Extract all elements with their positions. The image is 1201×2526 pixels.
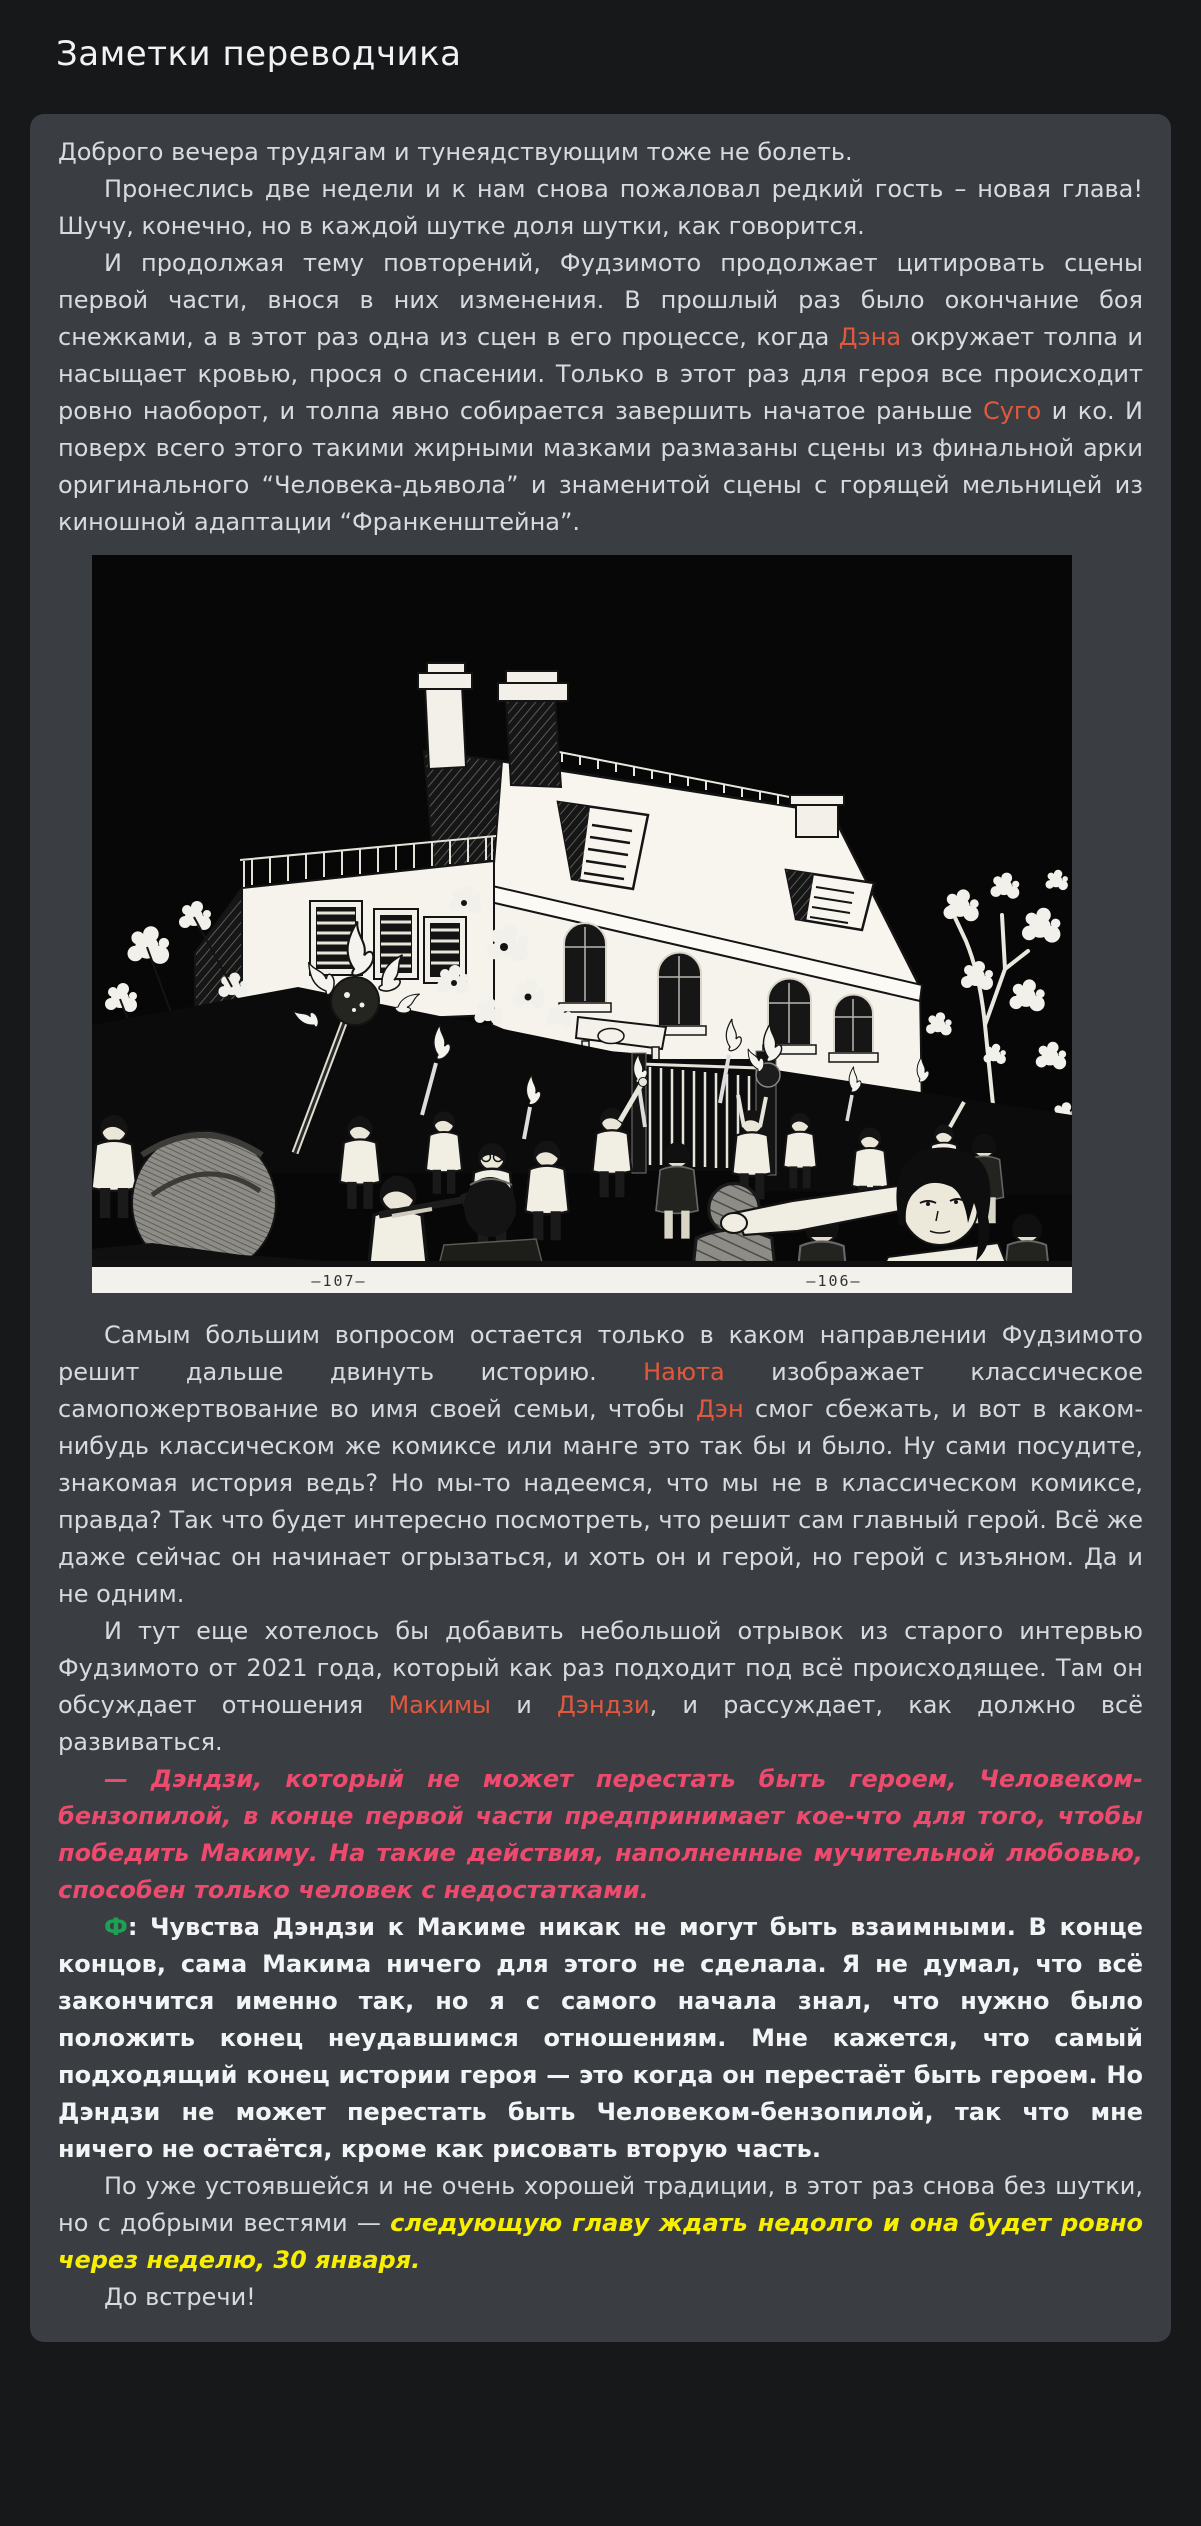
text-segment: Самым большим вопросом остается только в каком направлении Фудзимото решит дальше двинуть историю.: [58, 1321, 1143, 1386]
paragraph: [58, 1613, 1143, 1761]
character-link[interactable]: Дэндзи: [556, 1691, 650, 1719]
character-link[interactable]: Наюта: [643, 1358, 725, 1386]
character-link[interactable]: Макимы: [388, 1691, 491, 1719]
paragraph: [58, 245, 1143, 541]
intro-paragraphs: [58, 134, 1143, 541]
text-segment: И тут еще хотелось бы добавить небольшой отрывок из старого интервью Фудзимото от 2021 года, который как раз подходит под всё происходящее. Там он обсуждает отношения: [58, 1617, 1143, 1719]
text-segment: следующую главу ждать недолго и она будет ровно через неделю, 30 января.: [58, 2209, 1143, 2274]
text-segment: окружает толпа и насыщает кровью, прося о спасении. Только в этот раз для героя все происходит ровно наоборот, и толпа явно собирается завершить начатое раньше: [58, 323, 1143, 425]
page-number-left: –107–: [311, 1272, 367, 1290]
text-segment: И продолжая тему повторений, Фудзимото продолжает цитировать сцены первой части, внося в них изменения. В прошлый раз было окончание боя снежками, а в этот раз одна из сцен в его процессе, когда: [58, 249, 1143, 351]
text-segment: и ко. И поверх всего этого такими жирными мазками размазаны сцены из финальной арки оригинального “Человека-дьявола” и знаменитой сцены с горящей мельницей из киношной адаптации “Франкенштейна”.: [58, 397, 1144, 536]
text-segment: Пронеслись две недели и к нам снова пожаловал редкий гость – новая глава! Шучу, конечно, но в каждой шутке доля шутки, как говорится.: [58, 175, 1143, 240]
text-segment: Доброго вечера трудягам и тунеядствующим тоже не болеть.: [58, 138, 853, 166]
interview-question: [58, 1761, 1143, 1909]
character-link[interactable]: Дэн: [696, 1395, 744, 1423]
interview-answer: [58, 1909, 1143, 2168]
text-segment: : Чувства Дэндзи к Макиме никак не могут быть взаимными. В конце концов, сама Макима ничего для этого не сделала. Я не думал, что всё закончится именно так, но я с самого начала знал, что нужно было положить конец неудавшимся отношениям. Мне кажется, что самый подходящий конец истории героя — это когда он перестаёт быть героем. Но Дэндзи не может перестать быть Человеком-бензопилой, так что мне ничего не остаётся, кроме как рисовать вторую часть.: [58, 1913, 1143, 2163]
article-card: [30, 114, 1171, 2342]
text-segment: и: [491, 1691, 557, 1719]
text-segment: До встречи!: [104, 2283, 256, 2311]
greeting: [58, 134, 1143, 171]
page-title: Заметки переводчика: [56, 34, 462, 74]
farewell: [58, 2279, 1143, 2316]
text-segment: смог сбежать, и вот в каком-нибудь классическом же комиксе или манге это так бы и было. Ну сами посудите, знакомая история ведь? Но мы-то надеемся, что мы не в классическом комиксе, правда? Так что будет интересно посмотреть, что решит сам главный герой. Всё же даже сейчас он начинает огрызаться, и хоть он и герой, но герой с изъяном. Да и не одним.: [58, 1395, 1143, 1608]
paragraph: [58, 171, 1143, 245]
body-paragraphs: [58, 1317, 1143, 2316]
text-segment: , и рассуждает, как должно всё развиваться.: [58, 1691, 1143, 1756]
text-segment: — Дэндзи, который не может перестать быть героем, Человеком-бензопилой, в конце первой части предпринимает кое-что для того, чтобы победить Макиму. На такие действия, наполненные мучительной любовью, способен только человек с недостатками.: [58, 1765, 1143, 1904]
manga-figure: [92, 555, 1143, 1293]
text-segment: изображает классическое самопожертвование во имя своей семьи, чтобы: [58, 1358, 1144, 1423]
manga-panel-image: [92, 555, 1072, 1293]
page-number-right: –106–: [806, 1272, 862, 1290]
page-strip: [92, 1261, 1072, 1293]
announcement: [58, 2168, 1143, 2279]
paragraph: [58, 1317, 1143, 1613]
text-segment: По уже устоявшейся и не очень хорошей традиции, в этот раз снова без шутки, но с добрыми вестями —: [58, 2172, 1143, 2237]
text-segment: Ф: [104, 1913, 128, 1941]
page: [0, 34, 1201, 2526]
character-link[interactable]: Суго: [982, 397, 1042, 425]
character-link[interactable]: Дэна: [838, 323, 902, 351]
